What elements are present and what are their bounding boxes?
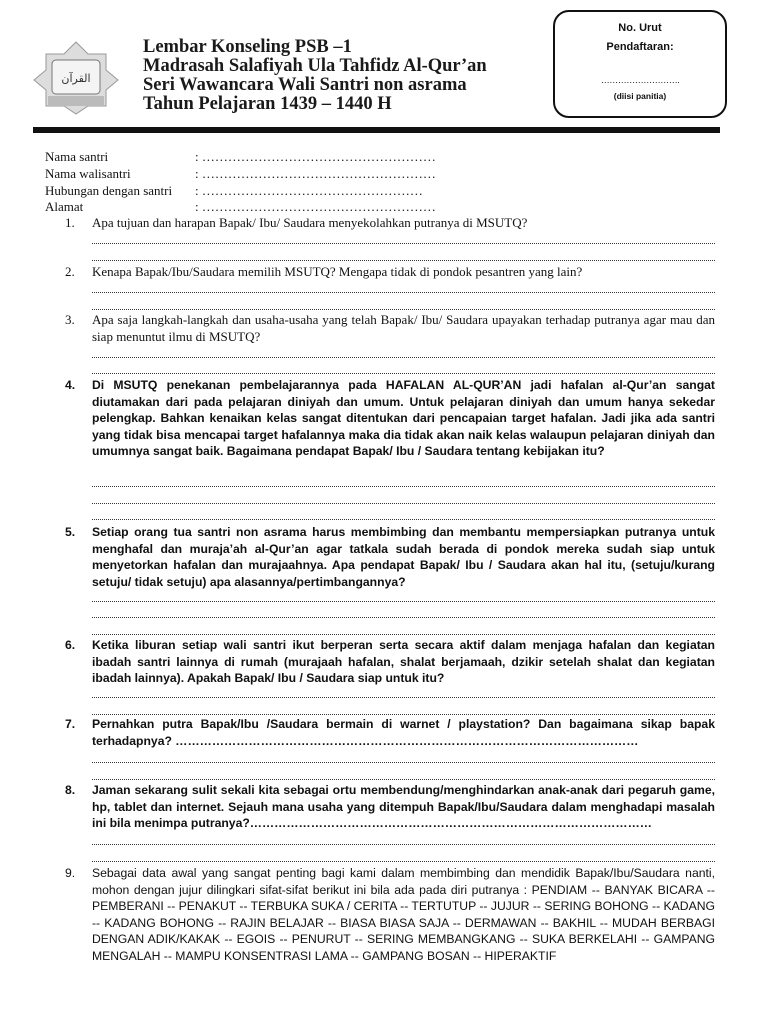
document-title [143, 38, 487, 114]
question-5 [65, 524, 715, 590]
answer-line[interactable] [92, 762, 715, 763]
question-number: 6. [65, 638, 76, 652]
title-line: Madrasah Salafiyah Ula Tahfidz Al-Qur’an [143, 56, 487, 76]
question-text: Ketika liburan setiap wali santri ikut berperan serta secara aktif dalam menjaga hafalan dan kegiatan ibadah santri lainnya di rumah (murajaah hafalan, shalat berjamaah, dzikir setelah shalat dan kegiatan ibadah lainnya). Apakah Bapak/ Ibu / Saudara siap untuk itu? [92, 638, 715, 686]
answer-line[interactable] [92, 697, 715, 698]
registration-note: (diisi panitia) [613, 91, 667, 101]
field-input[interactable]: : ……………………………………………… [195, 165, 436, 181]
answer-line[interactable] [92, 486, 715, 487]
field-label: Nama santri [45, 149, 109, 164]
field-nama-walisantri [45, 166, 436, 183]
field-hubungan [45, 183, 436, 200]
field-nama-santri [45, 149, 436, 166]
question-text[interactable]: Sebagai data awal yang sangat penting bagi kami dalam membimbing dan mendidik Bapak/Ibu/Saudara nanti, mohon dengan jujur dilingkari sifat-sifat berikut ini bila ada pada diri putranya : PENDIAM -- BANYAK BICARA -- PEMBERANI -- PENAKUT -- TERBUKA SUKA / CERITA -- TERTUTUP -- JUJUR -- SERING BOHONG -- KADANG -- KADANG BOHONG -- RAJIN BELAJAR -- BIASA BIASA SAJA -- DERMAWAN -- BAKHIL -- MUDAH BERBAGI DENGAN ADIK/KAKAK -- EGOIS -- PENURUT -- SERING MEMBANGKANG -- SUKA BERKELAHI -- GAMPANG MENGALAH -- MAMPU KONSENTRASI LAMA -- GAMPANG BOSAN -- HIPERAKTIF [92, 866, 715, 963]
question-text: Apa saja langkah-langkah dan usaha-usaha yang telah Bapak/ Ibu/ Saudara upayakan terhadap putranya agar mau dan siap menuntut ilmu di MSUTQ? [92, 312, 715, 344]
question-number: 3. [65, 312, 75, 327]
field-label: Nama walisantri [45, 165, 131, 181]
registration-number-field[interactable]: ………………………. [600, 75, 680, 85]
question-number: 5. [65, 525, 76, 539]
registration-number-box [553, 10, 727, 118]
question-text: Apa tujuan dan harapan Bapak/ Ibu/ Saudara menyekolahkan putranya di MSUTQ? [92, 215, 528, 230]
question-3 [65, 312, 715, 345]
question-9 [65, 865, 715, 965]
answer-line[interactable] [92, 503, 715, 504]
question-number: 8. [65, 783, 76, 797]
question-number: 9. [65, 866, 76, 880]
title-line: Tahun Pelajaran 1439 – 1440 H [143, 94, 392, 114]
question-8 [65, 782, 715, 832]
header-divider [33, 127, 720, 133]
question-4 [65, 377, 715, 460]
svg-text:القرآن: القرآن [61, 72, 91, 85]
answer-line[interactable] [92, 357, 715, 358]
field-input[interactable]: : ……………………………………………… [195, 149, 436, 164]
answer-line[interactable] [92, 844, 715, 845]
question-number: 2. [65, 264, 75, 279]
question-1 [65, 215, 715, 232]
question-text: Pernahkan putra Bapak/Ibu /Saudara bermain di warnet / playstation? Dan bagaimana sikap bapak terhadapnya? …………………………………………………………………………………………………… [92, 717, 715, 748]
answer-line[interactable] [92, 617, 715, 618]
question-6 [65, 637, 715, 687]
answer-line[interactable] [92, 861, 715, 862]
answer-line[interactable] [92, 373, 715, 374]
question-text: Jaman sekarang sulit sekali kita sebagai ortu membendung/menghindarkan anak-anak dari pegaruh game, hp, tablet dan internet. Sejauh mana usaha yang ditempuh Bapak/Ibu/Saudara dalam menghadapi masalah ini bila menimpa putranya?……………………………………………………………………………………… [92, 783, 715, 831]
title-line: Lembar Konseling PSB –1 [143, 37, 352, 57]
field-label: Hubungan dengan santri [45, 182, 173, 198]
answer-line[interactable] [92, 779, 715, 780]
field-label: Alamat [45, 199, 84, 215]
answer-line[interactable] [92, 260, 715, 261]
title-line: Seri Wawancara Wali Santri non asrama [143, 75, 467, 95]
question-text: Kenapa Bapak/Ibu/Saudara memilih MSUTQ? Mengapa tidak di pondok pesantren yang lain? [92, 264, 583, 279]
answer-line[interactable] [92, 634, 715, 635]
question-number: 1. [65, 215, 75, 230]
question-text: Setiap orang tua santri non asrama harus membimbing dan membantu mempersiapkan putranya untuk menghafal dan muraja’ah al-Qur’an agar tatkala sudah berada di pondok mereka sudah siap untuk menyetorkan hafalan dan murajaahnya. Apa pendapat Bapak/ Ibu / Saudara akan hal itu, (setuju/kurang setuju/ tidak setuju) apa alasannya/pertimbangannya? [92, 525, 715, 589]
question-7 [65, 716, 715, 749]
field-alamat [45, 199, 436, 216]
answer-line[interactable] [92, 519, 715, 520]
answer-line[interactable] [92, 243, 715, 244]
field-input[interactable]: : ……………………………………………… [195, 199, 436, 215]
question-2 [65, 264, 715, 281]
answer-line[interactable] [92, 309, 715, 310]
answer-line[interactable] [92, 292, 715, 293]
registration-label-2: Pendaftaran: [606, 41, 674, 53]
answer-line[interactable] [92, 714, 715, 715]
question-number: 7. [65, 717, 76, 731]
question-text: Di MSUTQ penekanan pembelajarannya pada HAFALAN AL-QUR’AN jadi hafalan al-Qur’an sangat diutamakan dari pada pelajaran diniyah dan umum. Untuk pelajaran diniyah dan umum hanya sekedar pelengkap. Bahkan kenaikan kelas sangat ditentukan dari pencapaian target hafalan. Jadi jika ada santri yang tidak bisa mencapai target hafalannya maka dia tidak akan naik kelas walaupun pelajaran diniyah dan umumnya sangat baik. Bagaimana pendapat Bapak/ Ibu / Saudara tentang kebijakan itu? [92, 378, 715, 459]
identity-fields [45, 149, 436, 216]
answer-line[interactable] [92, 601, 715, 602]
registration-label-1: No. Urut [618, 22, 662, 34]
question-number: 4. [65, 378, 76, 392]
school-logo [30, 40, 122, 116]
field-input[interactable]: : …………………………………………… [195, 182, 423, 198]
